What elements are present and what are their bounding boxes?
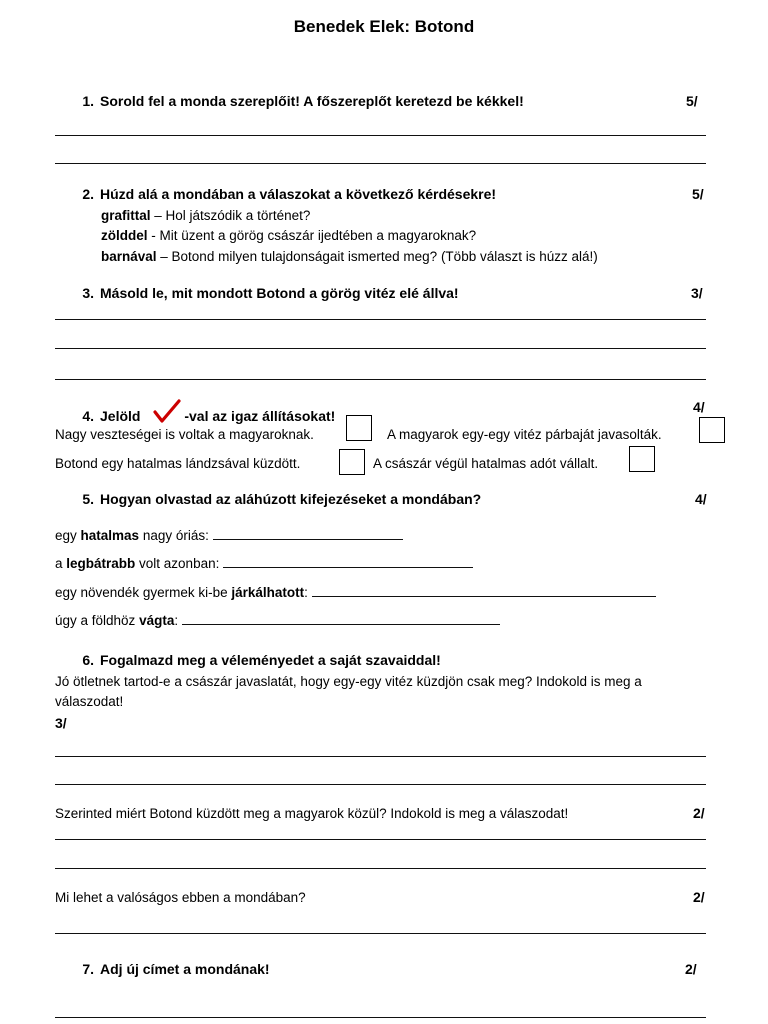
expression-prefix: úgy a földhöz <box>55 613 140 628</box>
question-7 <box>72 961 270 977</box>
item-text: - Mit üzent a görög császár ijedtében a magyaroknak? <box>147 228 477 243</box>
checkbox-statement-2[interactable] <box>699 417 725 443</box>
score-q4: 4/ <box>693 399 705 415</box>
score-q7: 2/ <box>685 961 697 977</box>
answer-line[interactable] <box>55 933 706 934</box>
answer-blank[interactable] <box>312 584 656 597</box>
checkmark-icon <box>152 399 182 425</box>
question-number: 2. <box>82 186 94 202</box>
question-text-after: -val az igaz állításokat! <box>184 408 336 424</box>
answer-line[interactable] <box>55 163 706 164</box>
list-item <box>101 228 476 243</box>
expression-word: járkálhatott <box>231 585 305 600</box>
expression-suffix: : <box>304 585 312 600</box>
checkbox-statement-4[interactable] <box>629 446 655 472</box>
expression-prefix: egy <box>55 528 81 543</box>
statement-1: Nagy veszteségei is voltak a magyaroknak. <box>55 427 314 442</box>
expression-row <box>55 612 500 628</box>
question-text-before: Jelöld <box>100 408 141 424</box>
answer-blank[interactable] <box>223 555 473 568</box>
expression-prefix: egy növendék gyermek ki-be <box>55 585 232 600</box>
sub-question-2: Szerinted miért Botond küzdött meg a magyarok közül? Indokold is meg a válaszodat! <box>55 806 569 821</box>
question-number: 3. <box>82 285 94 301</box>
answer-line[interactable] <box>55 348 706 349</box>
question-text: Sorold fel a monda szereplőit! A főszereplőt keretezd be kékkel! <box>100 93 524 109</box>
expression-suffix: volt azonban: <box>135 556 224 571</box>
sub-question-3: Mi lehet a valóságos ebben a mondában? <box>55 890 306 905</box>
answer-line[interactable] <box>55 839 706 840</box>
answer-line[interactable] <box>55 868 706 869</box>
item-text: – Hol játszódik a történet? <box>150 208 311 223</box>
statement-2: A magyarok egy-egy vitéz párbaját javasolták. <box>387 427 662 442</box>
expression-word: legbátrabb <box>66 556 136 571</box>
color-label: barnával <box>101 249 157 264</box>
answer-line[interactable] <box>55 135 706 136</box>
answer-line[interactable] <box>55 379 706 380</box>
score-q2: 5/ <box>692 186 704 202</box>
answer-line[interactable] <box>55 1017 706 1018</box>
question-text: Fogalmazd meg a véleményedet a saját szavaiddal! <box>100 652 441 668</box>
color-label: grafittal <box>101 208 151 223</box>
page-title: Benedek Elek: Botond <box>293 17 475 36</box>
color-label: zölddel <box>101 228 148 243</box>
score-q5: 4/ <box>695 491 707 507</box>
answer-line[interactable] <box>55 756 706 757</box>
answer-line[interactable] <box>55 784 706 785</box>
list-item <box>101 249 598 264</box>
question-text: Adj új címet a mondának! <box>100 961 270 977</box>
question-number: 1. <box>82 93 94 109</box>
question-5 <box>72 491 481 507</box>
expression-prefix: a <box>55 556 67 571</box>
question-2 <box>72 186 496 202</box>
question-text: Másold le, mit mondott Botond a görög vitéz elé állva! <box>100 285 459 301</box>
score-q3: 3/ <box>691 285 703 301</box>
answer-line[interactable] <box>55 319 706 320</box>
question-1 <box>72 93 524 109</box>
score-q6-2: 2/ <box>693 805 705 821</box>
score-q6-3: 2/ <box>693 889 705 905</box>
statement-3: Botond egy hatalmas lándzsával küzdött. <box>55 456 301 471</box>
list-item <box>101 208 310 223</box>
question-number: 4. <box>82 408 94 424</box>
checkbox-statement-1[interactable] <box>346 415 372 441</box>
answer-blank[interactable] <box>213 527 403 540</box>
expression-row <box>55 555 473 571</box>
question-number: 6. <box>82 652 94 668</box>
question-number: 5. <box>82 491 94 507</box>
checkbox-statement-3[interactable] <box>339 449 365 475</box>
statement-4: A császár végül hatalmas adót vállalt. <box>373 456 599 471</box>
expression-row <box>55 584 656 600</box>
score-q1: 5/ <box>686 93 698 109</box>
score-q6-1: 3/ <box>55 715 67 731</box>
question-number: 7. <box>82 961 94 977</box>
item-text: – Botond milyen tulajdonságait ismerted meg? (Több választ is húzz alá!) <box>156 249 598 264</box>
question-text: Húzd alá a mondában a válaszokat a következő kérdésekre! <box>100 186 497 202</box>
expression-suffix: nagy óriás: <box>139 528 213 543</box>
answer-blank[interactable] <box>182 612 500 625</box>
question-3 <box>72 285 459 301</box>
question-4 <box>72 399 335 425</box>
expression-suffix: : <box>174 613 182 628</box>
expression-row <box>55 527 403 543</box>
expression-word: hatalmas <box>80 528 140 543</box>
question-6 <box>72 652 441 668</box>
sub-question-1-cont: válaszodat! <box>55 694 124 709</box>
sub-question-1: Jó ötletnek tartod-e a császár javaslatát, hogy egy-egy vitéz küzdjön csak meg? Indokold is meg a <box>55 674 642 689</box>
question-text: Hogyan olvastad az aláhúzott kifejezéseket a mondában? <box>100 491 482 507</box>
expression-word: vágta <box>139 613 175 628</box>
